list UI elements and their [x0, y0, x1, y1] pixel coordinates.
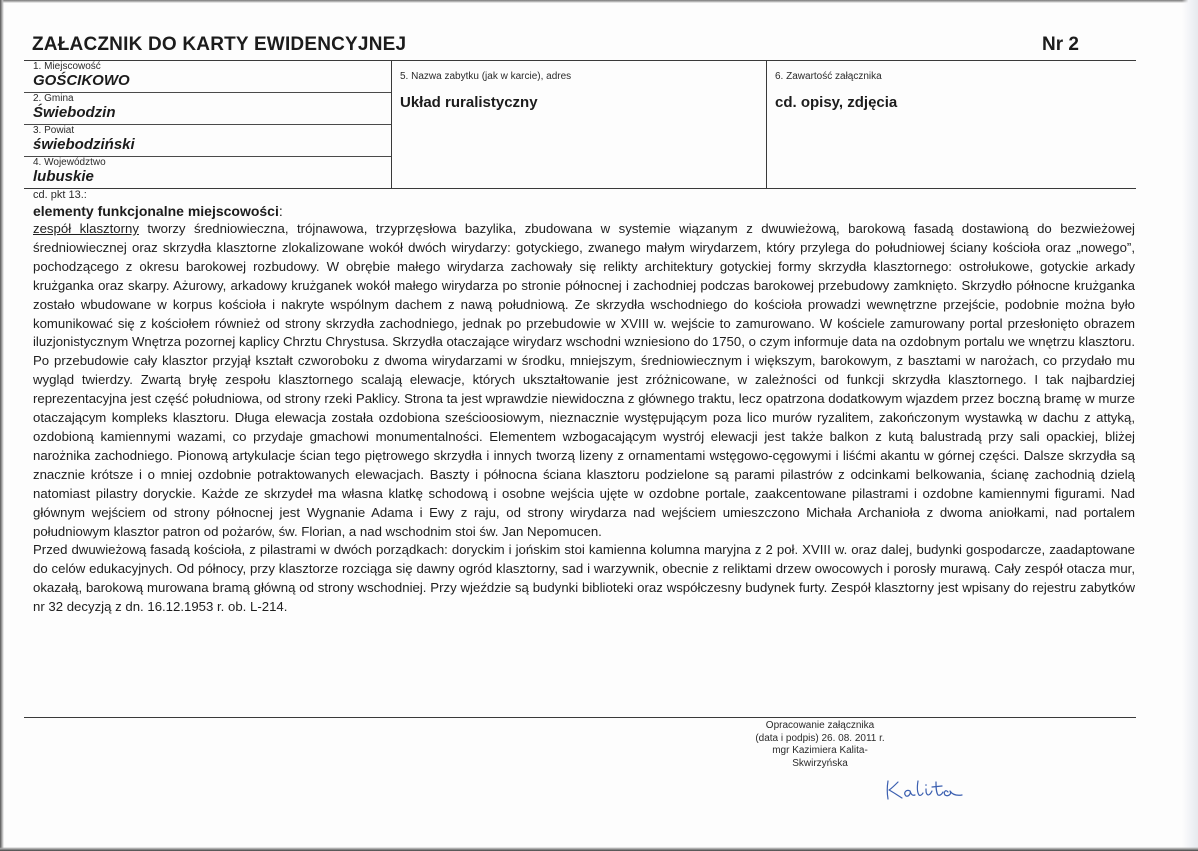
field-locality — [24, 61, 391, 93]
scan-edge-right — [1182, 0, 1198, 851]
location-fields — [24, 61, 392, 188]
attachment-contents-cell — [768, 61, 1136, 188]
monument-value: Układ ruralistyczny — [400, 94, 538, 111]
section-heading-colon: : — [278, 203, 283, 219]
contents-value: cd. opisy, zdjęcia — [775, 94, 898, 111]
monument-name-cell — [393, 61, 767, 188]
field-label: 1. Miejscowość — [33, 61, 101, 72]
paragraph-surroundings: Przed dwuwieżową fasadą kościoła, z pilastrami w dwóch porządkach: doryckim i jońskim stoi kamienna kolumna maryjna z 2 poł. XVIII w. oraz dalej, budynki gospodarcze, zaadaptowane do celów edukacyjnych. Od północy, przy klasztorze rozciąga się dawny ogród klasztorny, sad i warzywnik, obecnie z reliktami drzew owocowych i porosły murawą. Cały zespół otacza mur, okazałą, barokową murowana bramą główną od strony wschodniej. Przy wjeździe są budynki biblioteki oraz współczesny budynek furty. Zespół klasztorny jest wpisany do rejestru zabytków nr 32 decyzją z dn. 16.12.1953 r. ob. L-214. — [33, 542, 1135, 615]
prepared-by-block — [740, 720, 900, 770]
paragraph-text: tworzy średniowieczna, trójnawowa, trzyprzęsłowa bazylika, zbudowana w systemie wiązanym z dwuwieżową, barokową fasadą dostawioną do bezwieżowej średniowiecznej oraz skrzydła klasztorne zlokalizowane wokół dwóch wirydarzy: gotyckiego, zwanego małym wirydarzem, który przylega do południowej ściany kościoła oraz „nowego”, pochodzącego z okresu barokowej rozbudowy. W obrębie małego wirydarza zachowały się relikty architektury gotyckiej formy skrzydła klasztornego: ostrołukowe, gotyckie arkady krużganka oraz skarpy. Ażurowy, arkadowy krużganek wokół małego wirydarza po stronie północnej i zachodniej podczas barokowej przebudowy zamknięto. Skrzydło północne krużganka zostało wbudowane w korpus kościoła i nakryte wspólnym dachem z nawą południową. Ze skrzydła wschodniego do kościoła prowadzi wewnętrzne przejście, podobnie można było komunikować się z kościołem również od strony skrzydła zachodniego, jednak po przebudowie w XVIII w. wejście to zamurowano. W kościele zamurowany portal przesłonięto obrazem iluzjonistycznym Wnętrza pozornej kaplicy Chrztu Chrystusa. Skrzydła otaczające wirydarz wschodni wzniesiono do 1750, o czym informuje data na ozdobnym portalu we wnętrzu klasztoru. Po przebudowie cały klasztor przyjął kształt czworoboku z dwoma wirydarzami w środku, mniejszym, średniowiecznym i większym, barokowym, z basztami w narożach, co przydało mu wygląd twierdzy. Zwartą bryłę zespołu klasztornego scalają elewacje, których ukształtowanie jest zróżnicowane, w zależności od funkcji skrzydła klasztornego. I tak najbardziej reprezentacyjna jest część południowa, od strony rzeki Paklicy. Strona ta jest wprawdzie niewidoczna z głównego traktu, lecz opatrzona dodatkowym wjazdem przez boczną bramę w murze otaczającym kompleks klasztoru. Długa elewacja została ozdobiona sześcioosiowym, nieznacznie występującym poza lico murów ryzalitem, zakończonym wystawką w dachu z attyką, ozdobioną kamiennymi wazami, co przydaje gmachowi monumentalności. Elementem wzbogacającym wystrój elewacji jest także balkon z kutą balustradą przy sali opackiej, bliżej narożnika zachodniego. Pionową artykulacje ścian tego piętrowego skrzydła i innych tworzą lizeny z ornamentami wstęgowo-cęgowymi i liśćmi akantu w górnej części. Dalsze skrzydła są znacznie krótsze i o mniej ozdobnie potraktowanych elewacjach. Baszty i północna ściana klasztoru podzielone są parami pilastrów z odcinkami belkowania, ścianę zachodnią dzielą natomiast pilastry doryckie. Każde ze skrzydeł ma własna klatkę schodową i osobne wejścia ujęte w ozdobne portale, zaakcentowane pilastrami i ozdobne kamiennymi figurami. Nad głównym wejściem od strony północnej jest Wygnanie Adama i Ewy z raju, od strony wirydarza nad wejściem umieszczono Michała Archanioła z dwoma aniołkami, nad portalem południowym klasztor patron od pożarów, św. Florian, a nad wschodnim stoi św. Jan Nepomucen. — [33, 221, 1135, 539]
field-county — [24, 125, 391, 157]
description-body — [33, 220, 1135, 617]
document-title: ZAŁACZNIK DO KARTY EWIDENCYJNEJ — [32, 34, 407, 55]
field-voivodeship — [24, 157, 391, 188]
field-value: GOŚCIKOWO — [33, 72, 130, 89]
prepared-by-label: Opracowanie załącznika — [765, 720, 875, 731]
header-table — [24, 60, 1136, 189]
field-label: 4. Województwo — [33, 157, 106, 168]
section-heading-text: elementy funkcjonalne miejscowości — [33, 203, 279, 219]
field-value: świebodziński — [33, 136, 135, 153]
monument-label: 5. Nazwa zabytku (jak w karcie), adres — [400, 71, 572, 82]
scan-edge-top — [0, 0, 1198, 3]
scan-edge-left — [0, 0, 4, 851]
underlined-term: zespół klasztorny — [33, 221, 139, 236]
section-heading — [33, 203, 283, 219]
paragraph-monastery — [33, 220, 1135, 541]
handwritten-signature-icon — [880, 775, 970, 805]
field-label: 3. Powiat — [33, 125, 75, 136]
contents-label: 6. Zawartość załącznika — [775, 71, 882, 82]
scan-edge-bottom — [0, 847, 1198, 851]
bottom-divider — [24, 717, 1136, 718]
document-number: Nr 2 — [1042, 34, 1079, 55]
field-commune — [24, 93, 391, 125]
author-name-line-1: mgr Kazimiera Kalita- — [772, 745, 868, 756]
field-value: lubuskie — [33, 168, 94, 185]
date-and-signature-label: (data i podpis) 26. 08. 2011 r. — [755, 732, 885, 744]
field-value: Świebodzin — [33, 104, 116, 121]
field-label: 2. Gmina — [33, 93, 74, 104]
author-name-line-2: Skwirzyńska — [792, 757, 848, 769]
continuation-note: cd. pkt 13.: — [33, 189, 87, 201]
